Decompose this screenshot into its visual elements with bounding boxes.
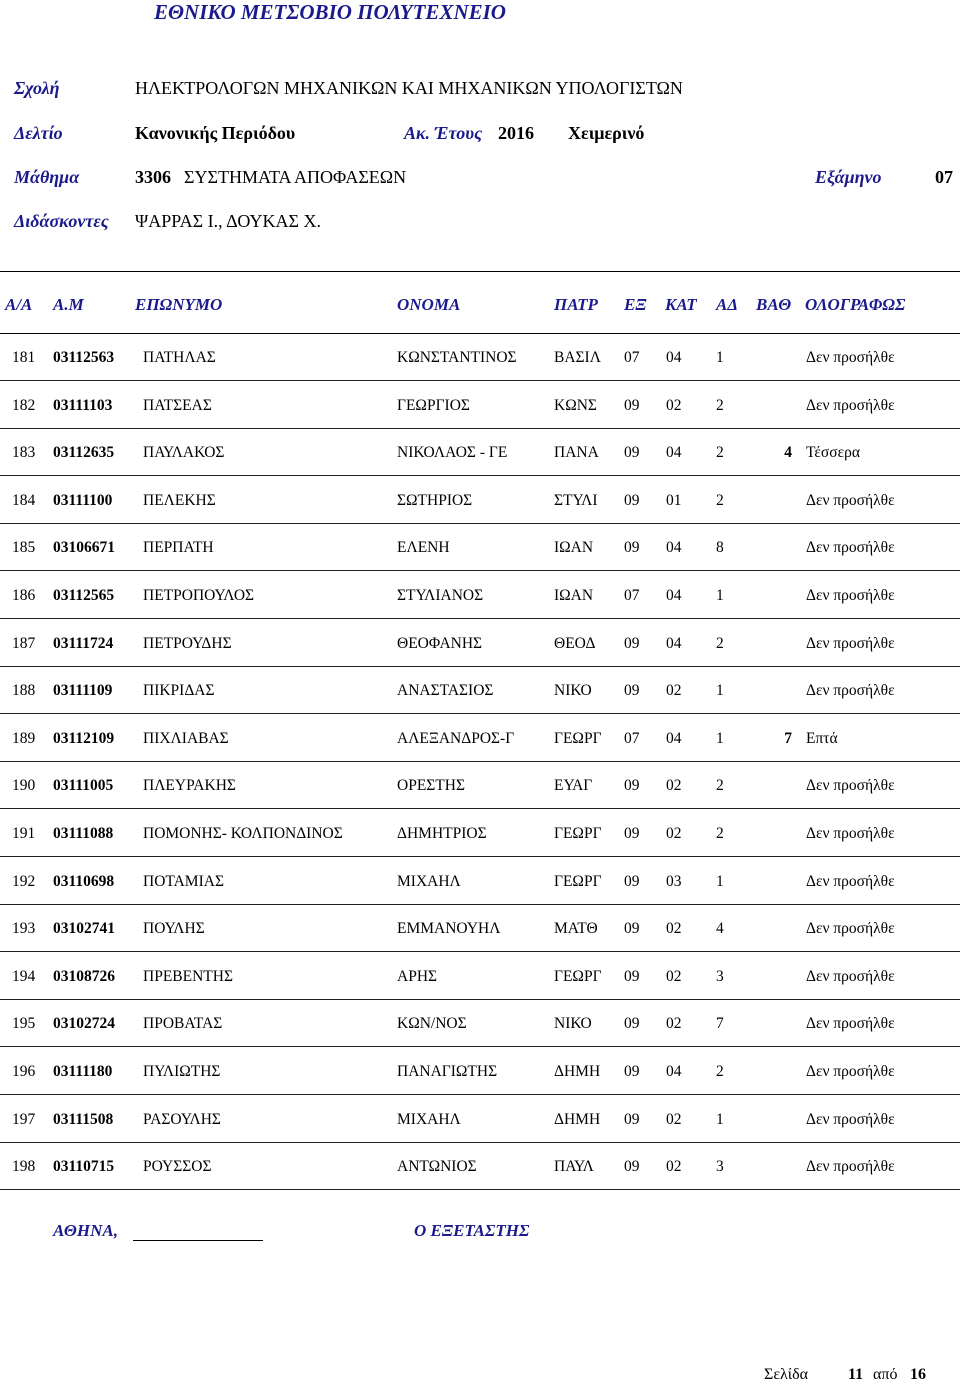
row-grade-words: Δεν προσήλθε bbox=[806, 682, 895, 700]
row-surname: ΠΑΥΛΑΚΟΣ bbox=[143, 444, 225, 462]
row-ex: 09 bbox=[624, 1158, 640, 1176]
row-grade: 7 bbox=[784, 729, 792, 747]
row-am: 03112109 bbox=[53, 729, 115, 747]
row-kat: 02 bbox=[666, 1015, 682, 1033]
row-aa: 193 bbox=[12, 920, 36, 938]
row-surname: ΠΡΕΒΕΝΤΗΣ bbox=[143, 967, 233, 985]
row-grade-words: Δεν προσήλθε bbox=[806, 587, 895, 604]
row-aa: 197 bbox=[12, 1110, 36, 1128]
row-surname: ΠΙΧΛΙΑΒΑΣ bbox=[143, 729, 229, 747]
row-ad: 2 bbox=[716, 491, 724, 509]
row-ex: 09 bbox=[624, 1063, 640, 1080]
row-grade-words: Δεν προσήλθε bbox=[806, 872, 895, 890]
table-row bbox=[0, 429, 960, 476]
row-grade-words: Δεν προσήλθε bbox=[806, 920, 895, 938]
row-father: ΠΑΥΛ bbox=[554, 1158, 594, 1176]
row-ad: 1 bbox=[716, 1110, 724, 1128]
row-surname: ΠΙΚΡΙΔΑΣ bbox=[143, 682, 215, 700]
year-value: 2016 bbox=[498, 123, 534, 143]
row-ad: 2 bbox=[716, 825, 724, 842]
row-am: 03110698 bbox=[53, 872, 115, 890]
row-ex: 09 bbox=[624, 920, 640, 938]
semester-value: 07 bbox=[935, 167, 953, 187]
row-grade-words: Δεν προσήλθε bbox=[806, 634, 895, 652]
row-ad: 2 bbox=[716, 1063, 724, 1080]
row-father: ΠΑΝΑ bbox=[554, 444, 599, 462]
row-grade-words: Δεν προσήλθε bbox=[806, 396, 895, 414]
row-am: 03111100 bbox=[53, 491, 113, 509]
row-surname: ΠΕΤΡΟΠΟΥΛΟΣ bbox=[143, 587, 255, 604]
row-surname: ΠΟΜΟΝΗΣ- ΚΟΛΠΟΝΔΙΝΟΣ bbox=[143, 825, 343, 842]
row-father: ΓΕΩΡΓ bbox=[554, 825, 602, 842]
row-surname: ΠΑΤΗΛΑΣ bbox=[143, 349, 216, 366]
header-top-rule bbox=[0, 271, 960, 272]
row-kat: 02 bbox=[666, 777, 682, 795]
row-name: ΑΛΕΞΑΝΔΡΟΣ-Γ bbox=[397, 729, 515, 747]
row-name: ΕΜΜΑΝΟΥΗΛ bbox=[397, 920, 501, 938]
col-grade: ΒΑΘ bbox=[756, 295, 792, 314]
row-divider bbox=[0, 1189, 960, 1190]
table-row bbox=[0, 715, 960, 762]
row-aa: 191 bbox=[12, 825, 36, 842]
row-name: ΕΛΕΝΗ bbox=[397, 539, 450, 557]
row-father: ΚΩΝΣ bbox=[554, 396, 597, 414]
report-label: Δελτίο bbox=[14, 123, 63, 143]
page-of: από bbox=[873, 1366, 898, 1383]
year-label: Ακ. Έτους bbox=[404, 123, 483, 143]
row-name: ΓΕΩΡΓΙΟΣ bbox=[397, 396, 470, 414]
row-aa: 194 bbox=[12, 967, 36, 985]
row-am: 03111724 bbox=[53, 634, 114, 652]
row-grade-words: Δεν προσήλθε bbox=[806, 777, 895, 795]
row-father: ΙΩΑΝ bbox=[554, 587, 594, 604]
row-ad: 1 bbox=[716, 349, 724, 366]
row-grade-words: Δεν προσήλθε bbox=[806, 967, 895, 985]
row-name: ΑΝΑΣΤΑΣΙΟΣ bbox=[397, 682, 494, 700]
row-name: ΘΕΟΦΑΝΗΣ bbox=[397, 634, 483, 652]
page-total: 16 bbox=[910, 1366, 926, 1383]
row-kat: 04 bbox=[666, 587, 682, 604]
row-am: 03111088 bbox=[53, 825, 114, 842]
table-row bbox=[0, 667, 960, 714]
row-father: ΘΕΟΔ bbox=[554, 634, 596, 652]
row-aa: 188 bbox=[12, 682, 36, 700]
row-kat: 02 bbox=[666, 682, 682, 700]
row-name: ΚΩΝΣΤΑΝΤΙΝΟΣ bbox=[397, 349, 517, 366]
row-aa: 181 bbox=[12, 349, 36, 366]
row-am: 03108726 bbox=[53, 967, 115, 985]
row-father: ΙΩΑΝ bbox=[554, 539, 594, 557]
row-am: 03110715 bbox=[53, 1158, 115, 1176]
col-father: ΠΑΤΡ bbox=[554, 295, 598, 314]
row-name: ΜΙΧΑΗΛ bbox=[397, 872, 461, 890]
table-row bbox=[0, 620, 960, 667]
date-line bbox=[133, 1240, 263, 1241]
table-row bbox=[0, 762, 960, 809]
row-ad: 2 bbox=[716, 444, 724, 462]
row-grade-words: Δεν προσήλθε bbox=[806, 491, 895, 509]
row-grade-words: Δεν προσήλθε bbox=[806, 539, 895, 557]
row-ex: 09 bbox=[624, 967, 640, 985]
table-row bbox=[0, 953, 960, 1000]
row-surname: ΠΑΤΣΕΑΣ bbox=[143, 396, 212, 414]
table-row bbox=[0, 858, 960, 905]
row-aa: 182 bbox=[12, 396, 36, 414]
row-am: 03111109 bbox=[53, 682, 113, 700]
row-ex: 09 bbox=[624, 491, 640, 509]
row-aa: 189 bbox=[12, 729, 36, 747]
table-row bbox=[0, 810, 960, 857]
school-label: Σχολή bbox=[14, 78, 60, 98]
row-am: 03111103 bbox=[53, 396, 113, 414]
row-name: ΑΡΗΣ bbox=[397, 967, 438, 985]
row-ex: 07 bbox=[624, 729, 640, 747]
row-surname: ΡΑΣΟΥΛΗΣ bbox=[143, 1110, 221, 1128]
col-am: Α.Μ bbox=[53, 295, 84, 314]
course-name: ΣΥΣΤΗΜΑΤΑ ΑΠΟΦΑΣΕΩΝ bbox=[184, 167, 407, 187]
row-aa: 187 bbox=[12, 634, 36, 652]
row-name: ΜΙΧΑΗΛ bbox=[397, 1110, 461, 1128]
row-ex: 09 bbox=[624, 682, 640, 700]
row-grade: 4 bbox=[784, 444, 792, 462]
col-surname: ΕΠΩΝΥΜΟ bbox=[135, 295, 223, 314]
row-father: ΓΕΩΡΓ bbox=[554, 967, 602, 985]
row-kat: 02 bbox=[666, 1110, 682, 1128]
row-surname: ΠΡΟΒΑΤΑΣ bbox=[143, 1015, 223, 1033]
row-surname: ΠΟΤΑΜΙΑΣ bbox=[143, 872, 224, 890]
row-am: 03111508 bbox=[53, 1110, 114, 1128]
row-ex: 07 bbox=[624, 587, 640, 604]
row-ad: 2 bbox=[716, 634, 724, 652]
table-row bbox=[0, 334, 960, 381]
row-ad: 3 bbox=[716, 1158, 724, 1176]
table-row bbox=[0, 524, 960, 571]
row-ad: 1 bbox=[716, 872, 724, 890]
row-surname: ΠΟΥΛΗΣ bbox=[143, 920, 205, 938]
row-kat: 02 bbox=[666, 967, 682, 985]
row-aa: 183 bbox=[12, 444, 36, 462]
row-kat: 01 bbox=[666, 491, 682, 509]
row-father: ΔΗΜΗ bbox=[554, 1063, 601, 1080]
row-surname: ΠΕΡΠΑΤΗ bbox=[143, 539, 214, 557]
row-aa: 186 bbox=[12, 587, 36, 604]
row-am: 03111180 bbox=[53, 1063, 113, 1080]
row-kat: 04 bbox=[666, 444, 682, 462]
row-kat: 04 bbox=[666, 729, 682, 747]
row-ad: 4 bbox=[716, 920, 724, 938]
institution-title: ΕΘΝΙΚΟ ΜΕΤΣΟΒΙΟ ΠΟΛΥΤΕΧΝΕΙΟ bbox=[154, 0, 506, 24]
row-grade-words: Τέσσερα bbox=[806, 444, 860, 462]
row-name: ΠΑΝΑΓΙΩΤΗΣ bbox=[397, 1063, 498, 1080]
row-surname: ΠΕΛΕΚΗΣ bbox=[143, 491, 216, 509]
report-value: Κανονικής Περιόδου bbox=[135, 123, 296, 143]
row-name: ΣΩΤΗΡΙΟΣ bbox=[397, 491, 473, 509]
row-father: ΕΥΑΓ bbox=[554, 777, 593, 795]
semester-label: Εξάμηνο bbox=[815, 167, 882, 187]
row-father: ΝΙΚΟ bbox=[554, 1015, 592, 1033]
row-ad: 8 bbox=[716, 539, 724, 557]
row-father: ΝΙΚΟ bbox=[554, 682, 592, 700]
row-grade-words: Δεν προσήλθε bbox=[806, 1158, 895, 1176]
row-surname: ΠΛΕΥΡΑΚΗΣ bbox=[143, 777, 236, 795]
row-ex: 09 bbox=[624, 777, 640, 795]
row-father: ΔΗΜΗ bbox=[554, 1110, 601, 1128]
row-ad: 7 bbox=[716, 1015, 724, 1033]
col-aa: Α/Α bbox=[5, 295, 33, 314]
row-ad: 1 bbox=[716, 587, 724, 604]
row-surname: ΡΟΥΣΣΟΣ bbox=[143, 1158, 212, 1176]
table-row bbox=[0, 1096, 960, 1143]
row-am: 03112565 bbox=[53, 587, 115, 604]
row-kat: 02 bbox=[666, 1158, 682, 1176]
row-am: 03106671 bbox=[53, 539, 115, 557]
row-kat: 02 bbox=[666, 920, 682, 938]
page-current: 11 bbox=[848, 1366, 864, 1383]
row-ex: 09 bbox=[624, 444, 640, 462]
row-father: ΓΕΩΡΓ bbox=[554, 729, 602, 747]
row-ex: 09 bbox=[624, 825, 640, 842]
row-name: ΟΡΕΣΤΗΣ bbox=[397, 777, 465, 795]
row-kat: 04 bbox=[666, 349, 682, 366]
table-row bbox=[0, 1048, 960, 1095]
row-grade-words: Δεν προσήλθε bbox=[806, 349, 895, 366]
row-kat: 02 bbox=[666, 825, 682, 842]
course-label: Μάθημα bbox=[14, 167, 80, 187]
table-row bbox=[0, 1143, 960, 1190]
row-ex: 09 bbox=[624, 1015, 640, 1033]
row-kat: 03 bbox=[666, 872, 682, 890]
examiner-label: Ο ΕΞΕΤΑΣΤΗΣ bbox=[414, 1221, 530, 1240]
row-am: 03112635 bbox=[53, 444, 115, 462]
instructors-label: Διδάσκοντες bbox=[14, 211, 109, 231]
col-ad: ΑΔ bbox=[716, 295, 738, 314]
col-name: ΟΝΟΜΑ bbox=[397, 295, 461, 314]
row-aa: 192 bbox=[12, 872, 36, 890]
col-kat: ΚΑΤ bbox=[665, 295, 697, 314]
course-code: 3306 bbox=[135, 167, 171, 187]
table-row bbox=[0, 1000, 960, 1047]
row-surname: ΠΕΤΡΟΥΔΗΣ bbox=[143, 634, 232, 652]
row-grade-words: Επτά bbox=[806, 729, 838, 747]
row-father: ΣΤΥΛΙ bbox=[554, 491, 598, 509]
school-value: ΗΛΕΚΤΡΟΛΟΓΩΝ ΜΗΧΑΝΙΚΩΝ ΚΑΙ ΜΗΧΑΝΙΚΩΝ ΥΠΟΛΟΓΙΣΤΩΝ bbox=[135, 78, 683, 98]
row-grade-words: Δεν προσήλθε bbox=[806, 825, 895, 842]
row-ex: 09 bbox=[624, 1110, 640, 1128]
row-ad: 3 bbox=[716, 967, 724, 985]
row-aa: 185 bbox=[12, 539, 36, 557]
row-am: 03112563 bbox=[53, 349, 115, 366]
row-aa: 198 bbox=[12, 1158, 36, 1176]
row-ad: 2 bbox=[716, 396, 724, 414]
city-label: ΑΘΗΝΑ, bbox=[53, 1221, 118, 1240]
row-name: ΚΩΝ/ΝΟΣ bbox=[397, 1015, 467, 1033]
page-label: Σελίδα bbox=[764, 1366, 809, 1383]
row-name: ΑΝΤΩΝΙΟΣ bbox=[397, 1158, 477, 1176]
row-aa: 195 bbox=[12, 1015, 36, 1033]
row-kat: 04 bbox=[666, 634, 682, 652]
row-father: ΒΑΣΙΛ bbox=[554, 349, 601, 366]
row-ad: 1 bbox=[716, 682, 724, 700]
row-name: ΔΗΜΗΤΡΙΟΣ bbox=[397, 825, 487, 842]
row-aa: 190 bbox=[12, 777, 36, 795]
row-am: 03102724 bbox=[53, 1015, 115, 1033]
row-ex: 09 bbox=[624, 872, 640, 890]
row-kat: 02 bbox=[666, 396, 682, 414]
row-am: 03102741 bbox=[53, 920, 115, 938]
row-ex: 07 bbox=[624, 349, 640, 366]
row-grade-words: Δεν προσήλθε bbox=[806, 1015, 895, 1033]
row-father: ΜΑΤΘ bbox=[554, 920, 598, 938]
row-ex: 09 bbox=[624, 396, 640, 414]
semester-type: Χειμερινό bbox=[568, 123, 645, 143]
row-ad: 1 bbox=[716, 729, 724, 747]
instructors-value: ΨΑΡΡΑΣ Ι., ΔΟΥΚΑΣ Χ. bbox=[135, 211, 321, 231]
table-row bbox=[0, 572, 960, 619]
col-ex: ΕΞ bbox=[624, 295, 647, 314]
row-am: 03111005 bbox=[53, 777, 114, 795]
row-name: ΝΙΚΟΛΑΟΣ - ΓΕ bbox=[397, 444, 508, 462]
row-surname: ΠΥΛΙΩΤΗΣ bbox=[143, 1063, 221, 1080]
table-row bbox=[0, 477, 960, 524]
row-grade-words: Δεν προσήλθε bbox=[806, 1063, 895, 1080]
row-grade-words: Δεν προσήλθε bbox=[806, 1110, 895, 1128]
table-row bbox=[0, 382, 960, 429]
row-kat: 04 bbox=[666, 1063, 682, 1080]
row-ex: 09 bbox=[624, 634, 640, 652]
row-name: ΣΤΥΛΙΑΝΟΣ bbox=[397, 587, 484, 604]
row-kat: 04 bbox=[666, 539, 682, 557]
row-aa: 196 bbox=[12, 1063, 36, 1080]
row-ex: 09 bbox=[624, 539, 640, 557]
table-row bbox=[0, 905, 960, 952]
row-aa: 184 bbox=[12, 491, 36, 509]
col-grade-words: ΟΛΟΓΡΑΦΩΣ bbox=[805, 295, 906, 314]
row-father: ΓΕΩΡΓ bbox=[554, 872, 602, 890]
row-ad: 2 bbox=[716, 777, 724, 795]
